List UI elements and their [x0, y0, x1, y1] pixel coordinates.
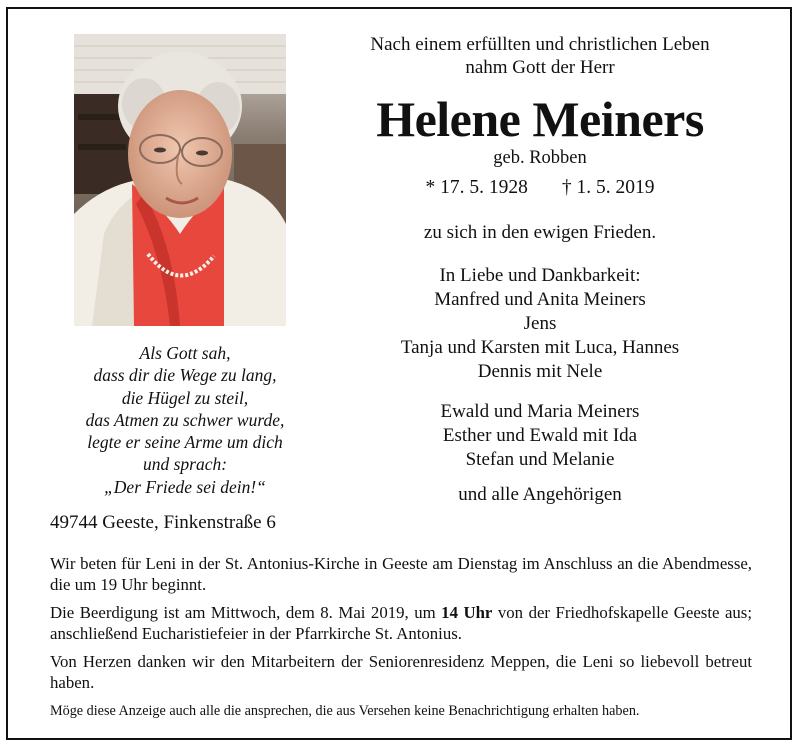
closing-note: Möge diese Anzeige auch alle die ansprechen, die aus Versehen keine Benachrichtigung erhalten haben. [50, 703, 640, 719]
poem-line: „Der Friede sei dein!“ [104, 476, 266, 497]
intro-line: nahm Gott der Herr [465, 57, 615, 78]
poem-line: das Atmen zu schwer wurde, [85, 409, 285, 430]
birth-name: geb. Robben [493, 148, 587, 168]
funeral-text-before: Die Beerdigung ist am Mittwoch, dem 8. Mai 2019, um [50, 603, 442, 622]
poem-line: die Hügel zu steil, [121, 387, 249, 408]
intro-line: Nach einem erfüllten und christlichen Leben [370, 34, 710, 55]
address: 49744 Geeste, Finkenstraße 6 [50, 512, 276, 533]
mourner-line: Tanja und Karsten mit Luca, Hannes [400, 337, 680, 358]
funeral-time: 14 Uhr [441, 603, 493, 622]
thanks-paragraph: Von Herzen danken wir den Mitarbeitern der Seniorenresidenz Meppen, die Leni so liebevoll betreut haben. [50, 652, 752, 693]
mourners-group-1 [330, 264, 750, 384]
poem-line: Als Gott sah, [139, 343, 231, 363]
funeral-paragraph [50, 602, 752, 645]
poem-line: und sprach: [142, 454, 228, 475]
deceased-name: Helene Meiners [376, 91, 704, 147]
poem [40, 342, 330, 498]
mourner-line: Esther und Ewald mit Ida [442, 425, 638, 446]
mourner-line: Manfred und Anita Meiners [434, 289, 646, 310]
other-relatives: und alle Angehörigen [458, 484, 622, 505]
mourner-line: In Liebe und Dankbarkeit: [439, 265, 641, 286]
portrait-photo [74, 34, 286, 326]
poem-line: legte er seine Arme um dich [87, 432, 283, 453]
funeral-text-after: von der Friedhofskapelle Geeste aus; anschließend Eucharistiefeier in der Pfarrkirche St. Antonius. [50, 603, 752, 644]
life-dates [330, 176, 750, 200]
mourners-group-2 [330, 400, 750, 472]
service-paragraph: Wir beten für Leni in der St. Antonius-Kirche in Geeste am Dienstag im Anschluss an die Abendmesse, die um 19 Uhr beginnt. [50, 554, 752, 595]
peace-line: zu sich in den ewigen Frieden. [423, 222, 657, 243]
death-date: † 1. 5. 2019 [561, 177, 655, 198]
poem-line: dass dir die Wege zu lang, [93, 365, 277, 386]
birth-date: * 17. 5. 1928 [425, 177, 528, 198]
mourner-line: Stefan und Melanie [465, 449, 615, 470]
mourner-line: Ewald und Maria Meiners [440, 401, 640, 422]
intro-text [330, 33, 750, 79]
mourner-line: Dennis mit Nele [477, 361, 603, 382]
mourner-line: Jens [523, 313, 557, 334]
